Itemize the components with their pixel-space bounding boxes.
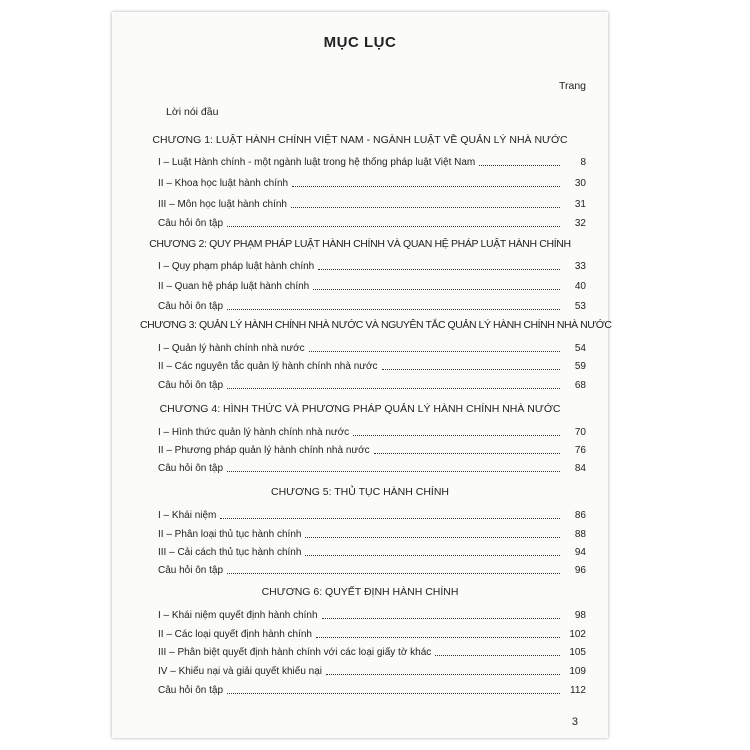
entry-page: 53: [574, 301, 586, 312]
toc-entry: [158, 644, 586, 658]
entry-label: II – Phân loại thủ tục hành chính: [158, 529, 302, 540]
toc-entry: [158, 424, 586, 438]
dot-leader: [316, 637, 560, 638]
chapter-5-title: CHƯƠNG 5: THỦ TỤC HÀNH CHÍNH: [270, 486, 449, 498]
entry-label: I – Luật Hành chính - một ngành luật trong hệ thống pháp luật Việt Nam: [158, 157, 476, 168]
toc-entry: [158, 526, 586, 540]
toc-entry: [158, 340, 586, 354]
dot-leader: [305, 555, 560, 556]
chapter-1-title: CHƯƠNG 1: LUẬT HÀNH CHÍNH VIỆT NAM - NGÀNH LUẬT VỀ QUẢN LÝ NHÀ NƯỚC: [152, 134, 568, 146]
entry-page: 102: [569, 629, 586, 640]
entry-page: 31: [574, 199, 586, 210]
toc-entry: [158, 278, 586, 292]
dot-leader: [227, 309, 560, 310]
toc-entry: [158, 377, 586, 391]
toc-entry: [158, 460, 586, 474]
entry-label: Câu hỏi ôn tập: [158, 301, 224, 312]
toc-entry: [158, 562, 586, 576]
dot-leader: [292, 186, 560, 187]
dot-leader: [227, 226, 560, 227]
entry-label: II – Các nguyên tắc quản lý hành chính nhà nước: [158, 361, 378, 372]
entry-page: 68: [574, 380, 586, 391]
entry-page: 98: [574, 610, 586, 621]
dot-leader: [227, 388, 560, 389]
toc-entry: [158, 258, 586, 272]
entry-label: II – Khoa học luật hành chính: [158, 178, 289, 189]
dot-leader: [227, 693, 560, 694]
dot-leader: [479, 165, 560, 166]
dot-leader: [309, 351, 560, 352]
entry-page: 105: [569, 647, 586, 658]
entry-page: 94: [574, 547, 586, 558]
page-number: 3: [571, 716, 578, 728]
toc-entry: [158, 358, 586, 372]
entry-label: III – Môn học luật hành chính: [158, 199, 287, 210]
page-column-label: Trang: [558, 80, 586, 92]
dot-leader: [382, 369, 560, 370]
dot-leader: [353, 435, 560, 436]
toc-entry: [158, 215, 586, 229]
toc-entry: [158, 175, 586, 189]
entry-label: Câu hỏi ôn tập: [158, 380, 224, 391]
entry-label: I – Quy phạm pháp luật hành chính: [158, 261, 315, 272]
toc-entry: [158, 663, 586, 677]
entry-label: I – Khái niệm quyết định hành chính: [158, 610, 318, 621]
entry-label: II – Phương pháp quản lý hành chính nhà nước: [158, 445, 370, 456]
toc-entry: [158, 442, 586, 456]
dot-leader: [313, 289, 560, 290]
entry-page: 8: [580, 157, 586, 168]
dot-leader: [435, 655, 560, 656]
dot-leader: [322, 618, 560, 619]
chapter-2-title: CHƯƠNG 2: QUY PHẠM PHÁP LUẬT HÀNH CHÍNH VÀ QUAN HỆ PHÁP LUẬT HÀNH CHÍNH: [149, 238, 571, 250]
toc-entry: [158, 298, 586, 312]
dot-leader: [291, 207, 560, 208]
entry-page: 33: [574, 261, 586, 272]
dot-leader: [326, 674, 560, 675]
entry-page: 40: [574, 281, 586, 292]
preface-entry: Lời nói đầu: [166, 106, 219, 118]
toc-entry: [158, 507, 586, 521]
entry-label: III – Phân biệt quyết định hành chính với các loại giấy tờ khác: [158, 647, 432, 658]
entry-label: I – Hình thức quản lý hành chính nhà nước: [158, 427, 350, 438]
page-title: MỤC LỤC: [323, 34, 397, 51]
entry-label: Câu hỏi ôn tập: [158, 685, 224, 696]
entry-page: 70: [574, 427, 586, 438]
entry-page: 76: [574, 445, 586, 456]
entry-label: I – Khái niệm: [158, 510, 217, 521]
entry-page: 54: [574, 343, 586, 354]
chapter-6-title: CHƯƠNG 6: QUYẾT ĐỊNH HÀNH CHÍNH: [261, 586, 459, 598]
entry-label: III – Cải cách thủ tục hành chính: [158, 547, 302, 558]
dot-leader: [374, 453, 560, 454]
toc-entry: [158, 682, 586, 696]
toc-entry: [158, 626, 586, 640]
dot-leader: [227, 573, 560, 574]
entry-page: 86: [574, 510, 586, 521]
entry-page: 112: [570, 685, 586, 696]
book-page: [112, 12, 612, 738]
toc-entry: [158, 544, 586, 558]
entry-page: 84: [574, 463, 586, 474]
toc-entry: [158, 196, 586, 210]
entry-label: IV – Khiếu nại và giải quyết khiếu nại: [158, 666, 322, 677]
entry-label: Câu hỏi ôn tập: [158, 218, 224, 229]
toc-entry: [158, 607, 586, 621]
entry-label: Câu hỏi ôn tập: [158, 565, 224, 576]
entry-page: 32: [574, 218, 586, 229]
toc-entry: [158, 154, 586, 168]
dot-leader: [318, 269, 560, 270]
chapter-4-title: CHƯƠNG 4: HÌNH THỨC VÀ PHƯƠNG PHÁP QUẢN LÝ HÀNH CHÍNH NHÀ NƯỚC: [159, 403, 561, 415]
entry-page: 59: [574, 361, 586, 372]
dot-leader: [305, 537, 560, 538]
dot-leader: [227, 471, 560, 472]
entry-label: II – Quan hệ pháp luật hành chính: [158, 281, 310, 292]
entry-page: 96: [574, 565, 586, 576]
entry-page: 88: [574, 529, 586, 540]
entry-page: 109: [569, 666, 586, 677]
entry-label: I – Quản lý hành chính nhà nước: [158, 343, 305, 354]
chapter-3-title: CHƯƠNG 3: QUẢN LÝ HÀNH CHÍNH NHÀ NƯỚC VÀ NGUYÊN TẮC QUẢN LÝ HÀNH CHÍNH NHÀ NƯỚC: [140, 319, 612, 331]
entry-label: Câu hỏi ôn tập: [158, 463, 224, 474]
entry-page: 30: [574, 178, 586, 189]
dot-leader: [220, 518, 560, 519]
entry-label: II – Các loại quyết định hành chính: [158, 629, 312, 640]
